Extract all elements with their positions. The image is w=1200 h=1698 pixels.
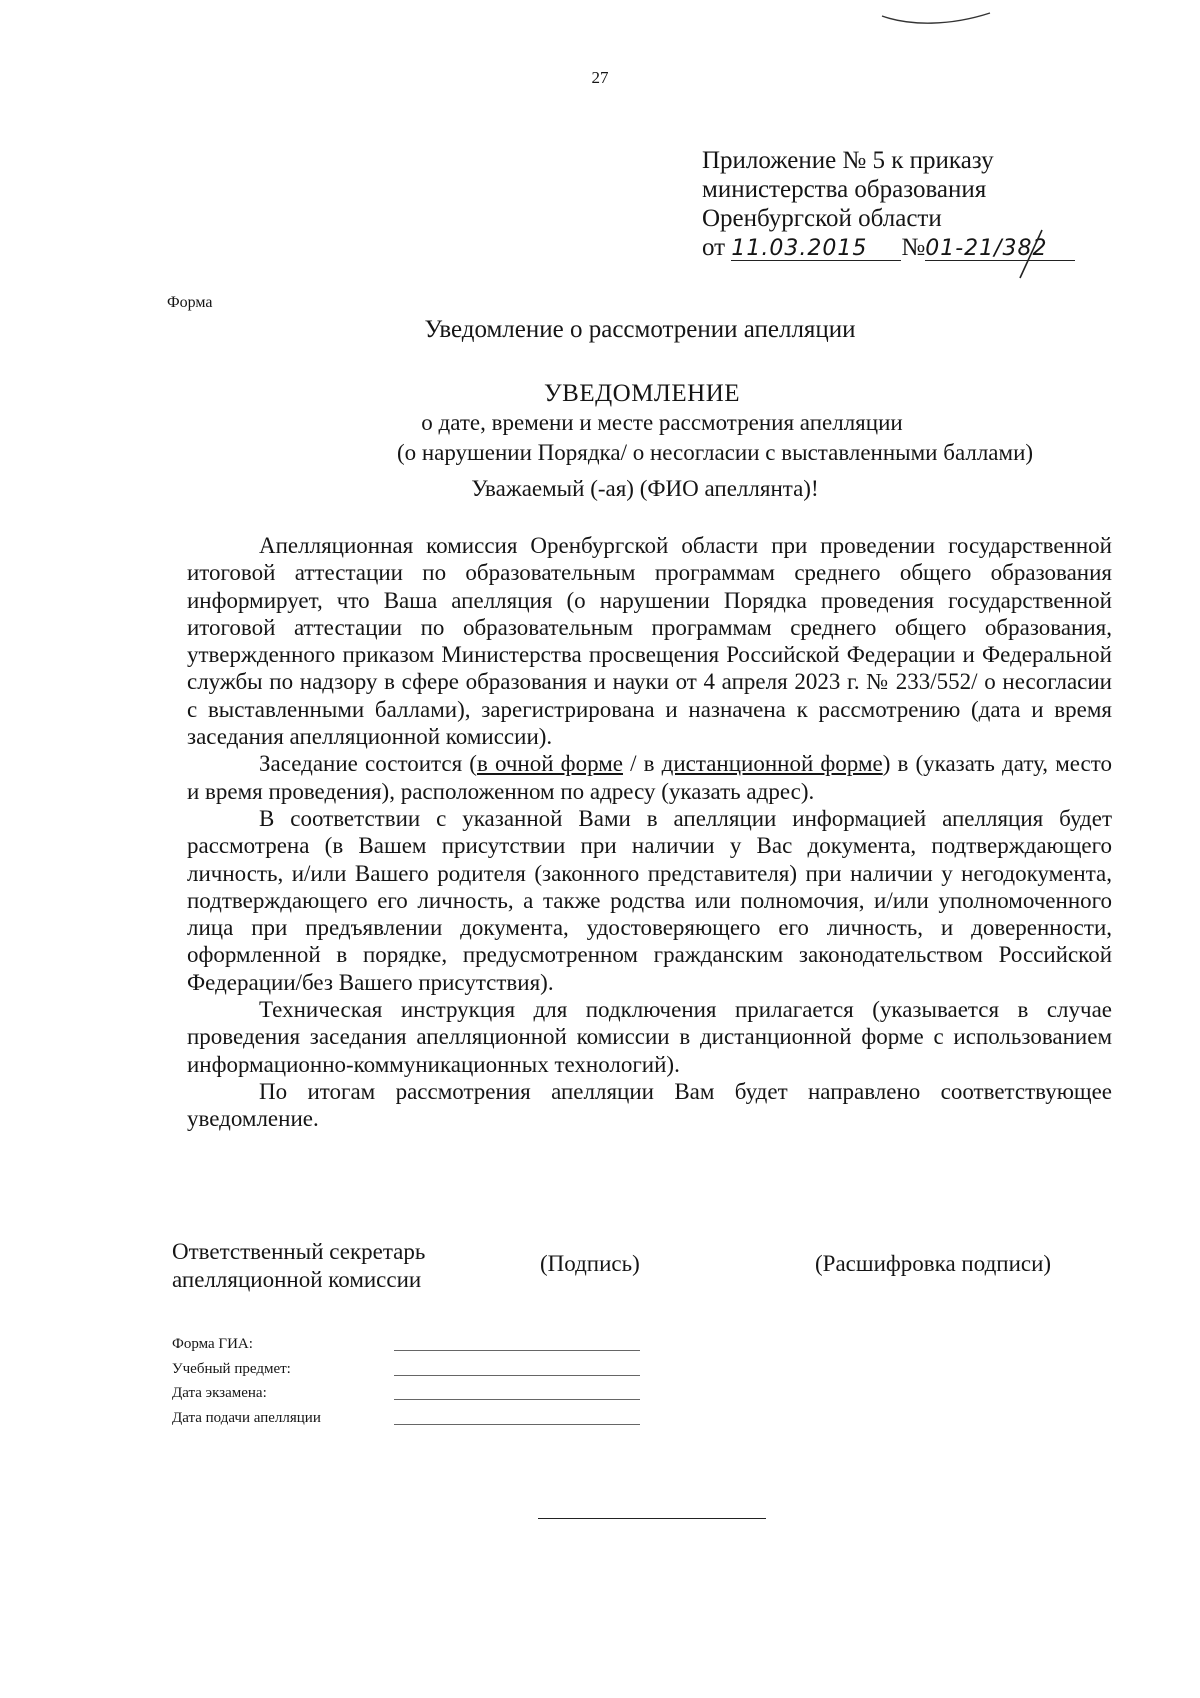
notice-subheading-2: (о нарушении Порядка/ о несогласии с выставленными баллами) [396, 440, 1034, 465]
field-blank-line [394, 1375, 640, 1376]
p2-remote: дистанционной форме [661, 751, 883, 777]
annex-line-3: Оренбургской области [702, 205, 942, 232]
p2-start: Заседание состоится ( [259, 751, 477, 777]
annex-line-2: министерства образования [702, 176, 987, 203]
notice-heading: УВЕДОМЛЕНИЕ [543, 380, 741, 407]
signatory-title [172, 1238, 425, 1294]
p2-inperson: в очной форме [476, 751, 623, 777]
annex-from-label: от [702, 234, 726, 261]
signature-decode-placeholder: (Расшифровка подписи) [815, 1251, 1052, 1276]
field-blank-line [394, 1350, 640, 1351]
annex-header [702, 146, 1122, 262]
notice-body [187, 532, 1112, 1133]
field-blank-line [394, 1399, 640, 1400]
signatory-title-line-1: Ответственный секретарь [172, 1239, 426, 1264]
body-paragraph-5: По итогам рассмотрения апелляции Вам будет направлено соответствующее уведомление. [187, 1078, 1112, 1132]
field-blank-line [394, 1424, 640, 1425]
field-label: Учебный предмет: [172, 1360, 291, 1377]
annex-number-label: № [901, 234, 926, 261]
body-paragraph-3: В соответствии с указанной Вами в апелляции информацией апелляция будет рассмотрена (в Вашем присутствии при наличии у Вас документа, подтверждающего личность, и/или Вашего родителя (законного представителя) при наличии у негодокумента, подтверждающего его личность, а также родства или полномочия, и/или уполномоченного лица при предъявлении документа, удостоверяющего его личность, и доверенности, оформленной в порядке, предусмотренном гражданским законодательством Российской Федерации/без Вашего присутствия). [187, 805, 1112, 995]
body-paragraph-1: Апелляционная комиссия Оренбургской области при проведении государственной итоговой аттестации по образовательным программам среднего общего образования информирует, что Ваша апелляция (о нарушении Порядка проведения государственной итоговой аттестации по образовательным программам среднего общего образования, утвержденного приказом Министерства просвещения Российской Федерации и Федеральной службы по надзору в сфере образования и науки от 4 апреля 2023 г. № 233/552/ о несогласии с выставленными баллами), зарегистрирована и назначена к рассмотрению (дата и время заседания апелляционной комиссии). [187, 533, 1112, 750]
field-label: Дата подачи апелляции [172, 1409, 321, 1426]
annex-line-1: Приложение № 5 к приказу [702, 147, 994, 174]
body-paragraph-2 [187, 750, 1112, 805]
field-label: Дата экзамена: [172, 1385, 267, 1401]
pen-mark [880, 8, 1000, 28]
document-title: Уведомление о рассмотрении апелляции [424, 316, 856, 343]
bottom-rule [538, 1518, 766, 1519]
p2-end: ) в (указать дату, место и время проведения), расположенном по адресу (указать адрес). [187, 751, 1112, 804]
body-paragraph-4: Техническая инструкция для подключения прилагается (указывается в случае проведения заседания апелляционной комиссии в дистанционной форме с использованием информационно-коммуникационных технологий). [187, 997, 1112, 1077]
p2-sep: / в [622, 751, 662, 777]
handwritten-number: 01-21/382 [925, 238, 1075, 261]
form-label: Форма [167, 294, 213, 311]
signature-placeholder: (Подпись) [540, 1251, 640, 1276]
pen-stroke [1012, 228, 1052, 280]
signatory-title-line-2: апелляционной комиссии [172, 1267, 422, 1292]
handwritten-date: 11.03.2015 [731, 238, 901, 261]
field-label: Форма ГИА: [172, 1336, 253, 1352]
notice-subheading: о дате, времени и месте рассмотрения апелляции [421, 410, 903, 435]
annex-date-line [702, 233, 1122, 262]
page-number: 27 [591, 68, 609, 87]
salutation: Уважаемый (-ая) (ФИО апеллянта)! [471, 476, 819, 501]
